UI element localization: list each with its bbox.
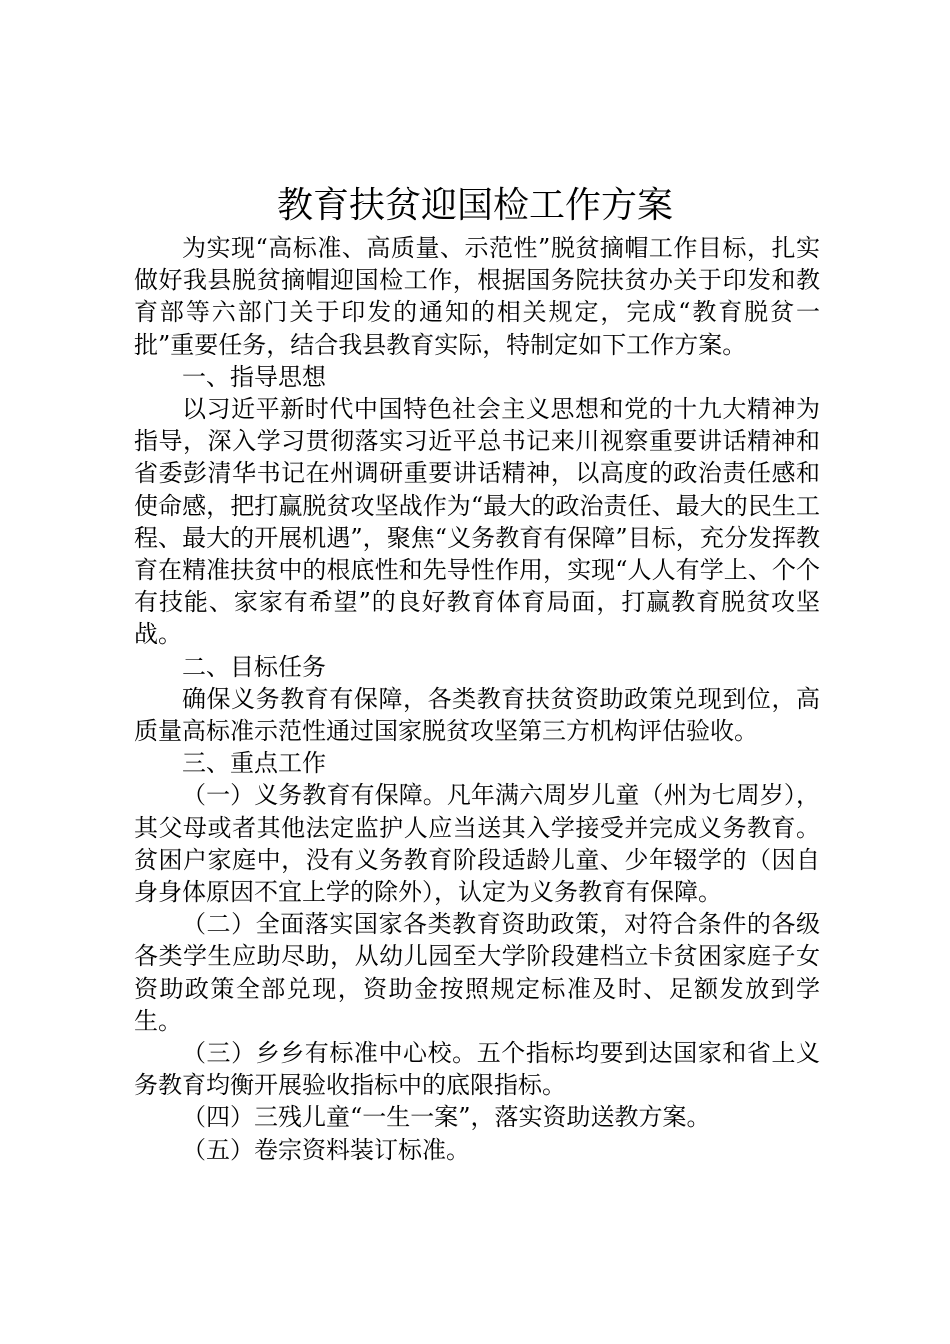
guiding-ideology-paragraph: 以习近平新时代中国特色社会主义思想和党的十九大精神为指导，深入学习贯彻落实习近平总书记来川视察重要讲话精神和省委彭清华书记在州调研重要讲话精神，以高度的政治责任感和使命感，把打赢脱贫攻坚战作为“最大的政治责任、最大的民生工程、最大的开展机遇”，聚焦“义务教育有保障”目标，充分发挥教育在精准扶贫中的根底性和先导性作用，实现“人人有学上、个个有技能、家家有希望”的良好教育体育局面，打赢教育脱贫攻坚战。 [134, 395, 820, 649]
key-work-item-3: （三）乡乡有标准中心校。五个指标均要到达国家和省上义务教育均衡开展验收指标中的底限指标。 [134, 1039, 820, 1100]
document-title: 教育扶贫迎国检工作方案 [276, 185, 673, 226]
document-body [134, 232, 820, 1166]
key-work-item-5: （五）卷宗资料装订标准。 [182, 1135, 470, 1164]
key-work-item-2: （二）全面落实国家各类教育资助政策，对符合条件的各级各类学生应助尽助，从幼儿园至大学阶段建档立卡贫困家庭子女资助政策全部兑现，资助金按照规定标准及时、足额发放到学生。 [134, 910, 820, 1035]
objectives-paragraph: 确保义务教育有保障，各类教育扶贫资助政策兑现到位，高质量高标准示范性通过国家脱贫攻坚第三方机构评估验收。 [134, 684, 820, 746]
intro-paragraph: 为实现“高标准、高质量、示范性”脱贫摘帽工作目标，扎实做好我县脱贫摘帽迎国检工作，根据国务院扶贫办关于印发和教育部等六部门关于印发的通知的相关规定，完成“教育脱贫一批”重要任务，结合我县教育实际，特制定如下工作方案。 [134, 234, 820, 359]
section-heading-objectives: 二、目标任务 [182, 652, 326, 681]
key-work-item-1: （一）义务教育有保障。凡年满六周岁儿童（州为七周岁），其父母或者其他法定监护人应当送其入学接受并完成义务教育。贫困户家庭中，没有义务教育阶段适龄儿童、少年辍学的（因自身身体原因不宜上学的除外），认定为义务教育有保障。 [134, 781, 820, 907]
section-heading-guiding-ideology: 一、指导思想 [182, 362, 326, 391]
section-heading-key-work: 三、重点工作 [182, 749, 326, 778]
key-work-item-4: （四）三残儿童“一生一案”，落实资助送教方案。 [182, 1103, 711, 1132]
